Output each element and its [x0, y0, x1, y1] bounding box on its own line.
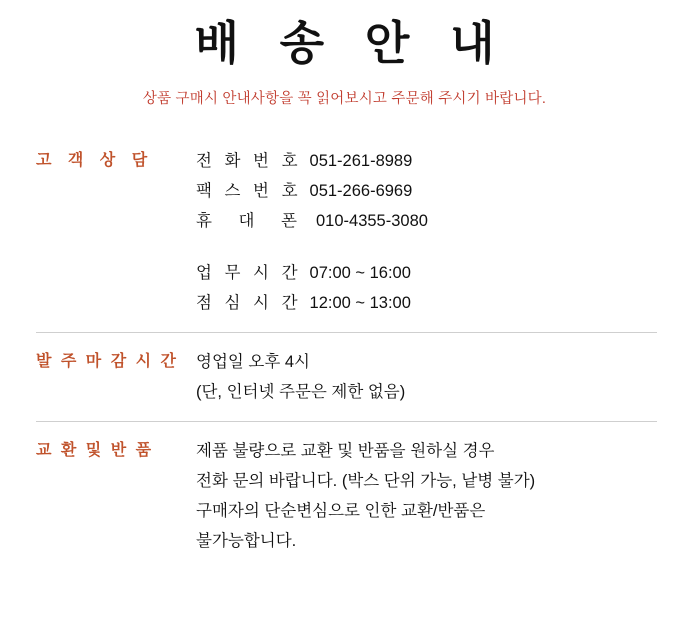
section-label-customer-contact: 고 객 상 담 [36, 152, 154, 170]
hours-label-lunch: 점 심 시 간 [196, 294, 302, 313]
contact-row-fax [196, 176, 657, 206]
contact-row-mobile [196, 206, 657, 236]
section-label-order-deadline: 발 주 마 감 시 간 [36, 353, 179, 371]
hours-value-business: 07:00 ~ 16:00 [309, 264, 411, 283]
contact-row-phone [196, 146, 657, 176]
contact-value-mobile: 010-4355-3080 [316, 212, 428, 231]
contact-value-phone: 051-261-8989 [309, 152, 413, 171]
divider-1 [36, 332, 657, 333]
hours-value-lunch: 12:00 ~ 13:00 [309, 294, 411, 313]
return-line-4: 불가능합니다. [196, 532, 297, 551]
contact-label-fax: 팩 스 번 호 [196, 182, 302, 201]
contact-value-fax: 051-266-6969 [309, 182, 413, 201]
section-label-exchange-return: 교 환 및 반 품 [36, 442, 154, 460]
page-subtitle: 상품 구매시 안내사항을 꼭 읽어보시고 주문해 주시기 바랍니다. [142, 91, 547, 108]
hours-row-business [196, 258, 657, 288]
section-exchange-return [0, 436, 689, 556]
contact-label-mobile: 휴 대 폰 [196, 212, 308, 231]
contact-label-phone: 전 화 번 호 [196, 152, 302, 171]
page-title: 배 송 안 내 [194, 17, 509, 69]
deadline-line-1: 영업일 오후 4시 [196, 353, 310, 372]
return-line-2: 전화 문의 바랍니다. (박스 단위 가능, 낱병 불가) [196, 472, 536, 491]
divider-2 [36, 421, 657, 422]
section-body-order-deadline [196, 347, 657, 407]
section-body-customer-contact [196, 146, 657, 318]
spacer [196, 236, 657, 258]
section-body-exchange-return [196, 436, 657, 556]
hours-row-lunch [196, 288, 657, 318]
section-order-deadline [0, 347, 689, 407]
hours-label-business: 업 무 시 간 [196, 264, 302, 283]
deadline-line-2: (단, 인터넷 주문은 제한 없음) [196, 383, 406, 402]
section-customer-contact [0, 146, 689, 318]
return-line-1: 제품 불량으로 교환 및 반품을 원하실 경우 [196, 442, 495, 461]
return-line-3: 구매자의 단순변심으로 인한 교환/반품은 [196, 502, 486, 521]
